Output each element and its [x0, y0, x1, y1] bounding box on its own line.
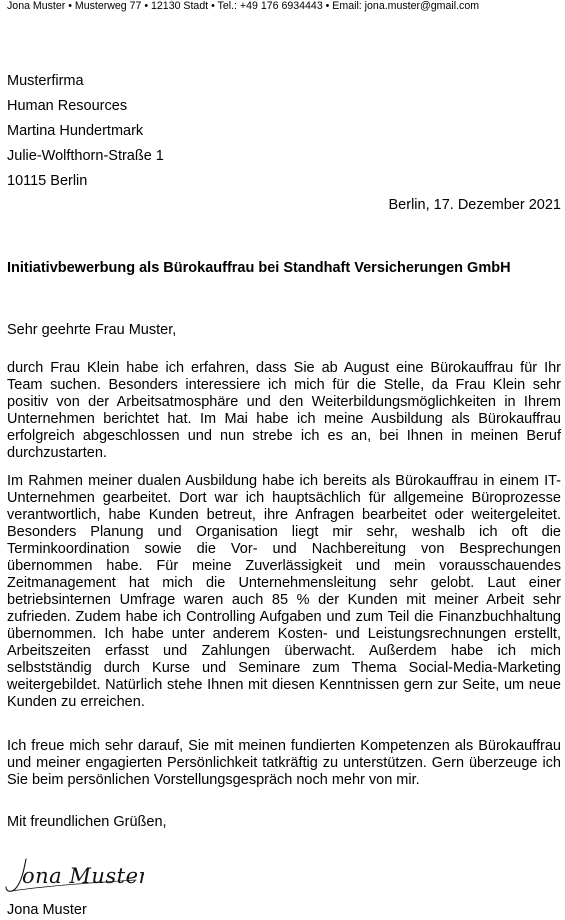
body-paragraph-1: durch Frau Klein habe ich erfahren, dass Sie ab August eine Bürokauffrau für Ihr Team suchen. Besonders interessiere ich mich für die Stelle, da Frau Klein sehr positiv von der Arbeitsatmosphäre und den Weiterbildungsmöglichkeiten in Ihrem Unternehmen berichtet hat. Im Mai habe ich meine Ausbildung als Bürokauffrau erfolgreich abgeschlossen und nun strebe ich es an, bei Ihnen in meinen Beruf durchzustarten.	[7, 360, 561, 461]
body-paragraph-2: Im Rahmen meiner dualen Ausbildung habe ich bereits als Bürokauffrau in einem IT-Unternehmen gearbeitet. Dort war ich hauptsächlich für allgemeine Büroprozesse verantwortlich, habe Kunden betreut, ihre Anfragen bearbeitet oder weitergeleitet. Besonders Planung und Organisation liegt mir sehr, weshalb ich oft die Terminkoordination sowie die Vor- und Nachbereitung von Besprechungen übernommen habe. Für meine Zuverlässigkeit und mein vorausschauendes Zeitmanagement hat mich die Unternehmensleitung sehr gelobt. Laut einer betriebsinternen Umfrage waren auch 85 % der Kunden mit meiner Arbeit sehr zufrieden. Zudem habe ich Controlling Aufgaben und zum Teil die Finanzbuchhaltung übernommen. Ich habe unter anderem Kosten- und Leistungsrechnungen erstellt, Arbeitszeiten erfasst und Zahlungen überwacht. Außerdem habe ich mich selbstständig durch Kurse und Seminare zum Thema Social-Media-Marketing weitergebildet. Natürlich stehe Ihnen mit diesen Kenntnissen gern zur Seite, um neue Kunden zu erreichen.	[7, 473, 561, 710]
recipient-company: Musterfirma	[7, 73, 84, 89]
letter-date: Berlin, 17. Dezember 2021	[388, 197, 561, 213]
recipient-person: Martina Hundertmark	[7, 123, 144, 139]
sender-contact-line: Jona Muster • Musterweg 77 • 12130 Stadt • Tel.: +49 176 6934443 • Email: jona.muster@gmail.com	[7, 0, 480, 12]
handwritten-signature	[4, 853, 144, 902]
recipient-street: Julie-Wolfthorn-Straße 1	[7, 148, 164, 164]
recipient-city: 10115 Berlin	[7, 173, 88, 189]
recipient-department: Human Resources	[7, 98, 128, 114]
body-paragraph-3: Ich freue mich sehr darauf, Sie mit meinen fundierten Kompetenzen als Bürokauffrau und meiner engagierten Persönlichkeit tatkräftig zu unterstützen. Gern überzeuge ich Sie beim persönlichen Vorstellungsgespräch noch mehr von mir.	[7, 738, 561, 788]
letter-subject: Initiativbewerbung als Bürokauffrau bei Standhaft Versicherungen GmbH	[7, 260, 511, 276]
recipient-address	[7, 69, 164, 194]
signer-name: Jona Muster	[7, 902, 87, 918]
closing-phrase: Mit freundlichen Grüßen,	[7, 814, 167, 830]
svg-text:ona Muster: ona Muster	[22, 864, 144, 888]
salutation: Sehr geehrte Frau Muster,	[7, 322, 177, 338]
